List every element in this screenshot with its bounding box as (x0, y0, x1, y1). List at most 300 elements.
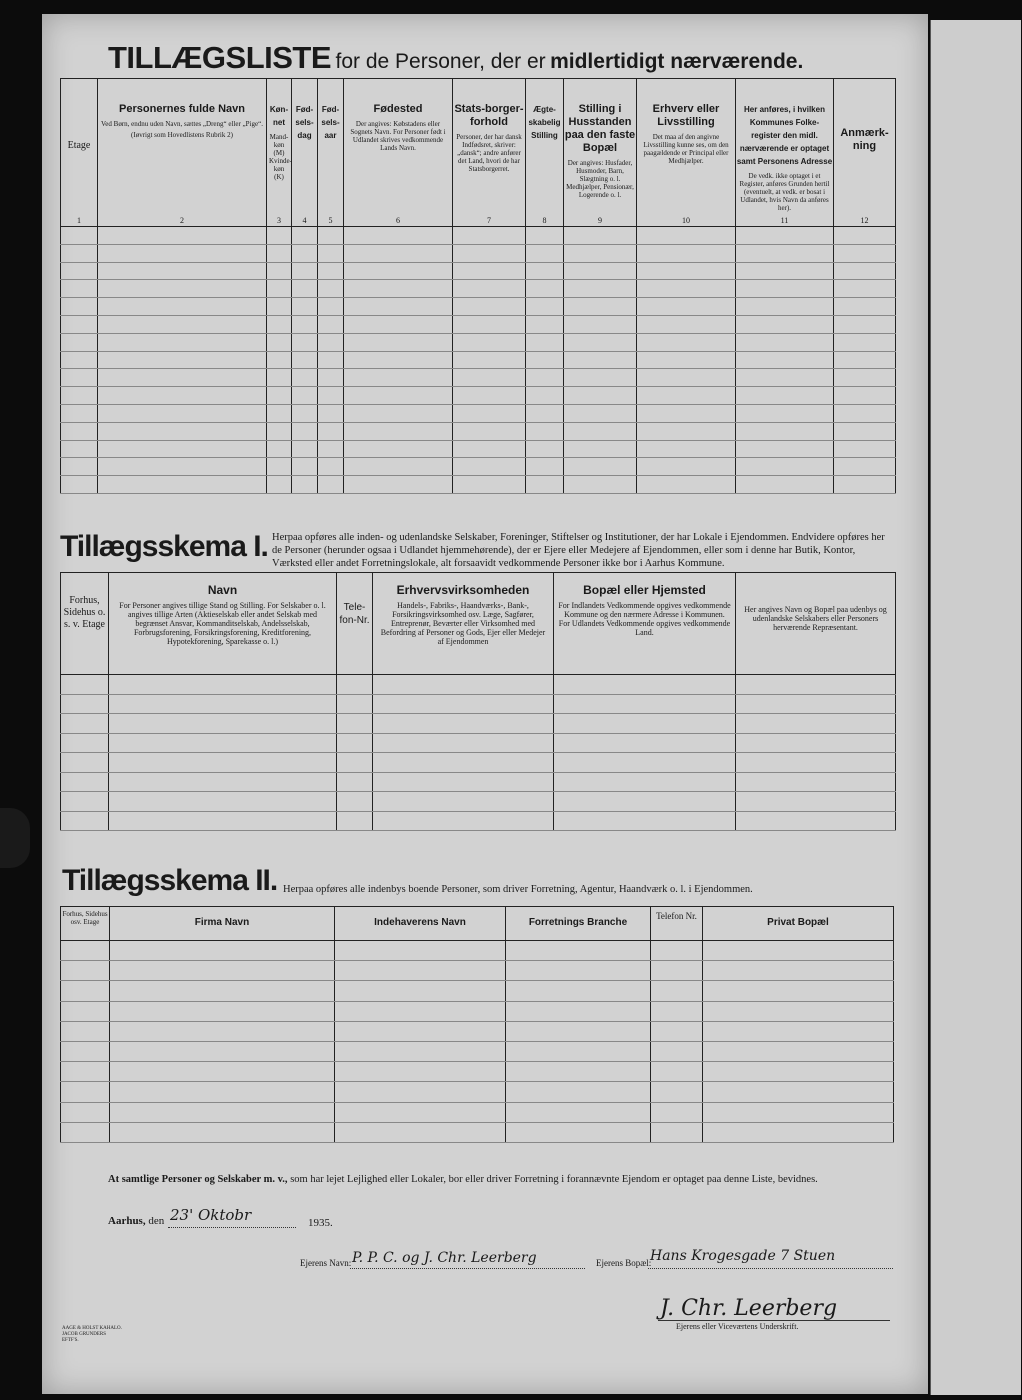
entry-cell[interactable] (453, 440, 526, 458)
entry-cell[interactable] (736, 262, 834, 280)
entry-cell[interactable] (651, 1122, 703, 1142)
entry-cell[interactable] (61, 369, 98, 387)
entry-cell[interactable] (337, 792, 373, 812)
entry-cell[interactable] (98, 333, 267, 351)
entry-cell[interactable] (344, 244, 453, 262)
entry-cell[interactable] (318, 315, 344, 333)
entry-cell[interactable] (344, 404, 453, 422)
entry-cell[interactable] (703, 1001, 894, 1021)
entry-cell[interactable] (335, 1082, 506, 1102)
entry-cell[interactable] (526, 280, 564, 298)
entry-cell[interactable] (110, 981, 335, 1001)
entry-cell[interactable] (61, 458, 98, 476)
entry-cell[interactable] (344, 458, 453, 476)
entry-cell[interactable] (292, 351, 318, 369)
entry-cell[interactable] (736, 351, 834, 369)
entry-cell[interactable] (834, 262, 896, 280)
entry-cell[interactable] (337, 694, 373, 714)
entry-cell[interactable] (506, 961, 651, 981)
entry-cell[interactable] (109, 811, 337, 831)
column-header-5 (318, 79, 344, 227)
entry-cell[interactable] (526, 227, 564, 245)
entry-cell[interactable] (506, 981, 651, 1001)
entry-cell[interactable] (834, 404, 896, 422)
entry-cell[interactable] (292, 440, 318, 458)
entry-cell[interactable] (453, 476, 526, 494)
entry-cell[interactable] (344, 387, 453, 405)
entry-cell[interactable] (373, 733, 554, 753)
entry-cell[interactable] (526, 440, 564, 458)
entry-cell[interactable] (637, 351, 736, 369)
entry-cell[interactable] (292, 369, 318, 387)
entry-cell[interactable] (637, 458, 736, 476)
entry-cell[interactable] (344, 315, 453, 333)
entry-cell[interactable] (651, 981, 703, 1001)
entry-cell[interactable] (267, 422, 292, 440)
entry-cell[interactable] (554, 694, 736, 714)
entry-cell[interactable] (61, 1082, 110, 1102)
entry-cell[interactable] (98, 315, 267, 333)
entry-cell[interactable] (110, 1041, 335, 1061)
entry-cell[interactable] (292, 280, 318, 298)
entry-cell[interactable] (98, 244, 267, 262)
entry-cell[interactable] (564, 298, 637, 316)
entry-cell[interactable] (736, 298, 834, 316)
entry-cell[interactable] (318, 262, 344, 280)
entry-cell[interactable] (344, 440, 453, 458)
entry-cell[interactable] (337, 675, 373, 695)
entry-cell[interactable] (267, 227, 292, 245)
entry-cell[interactable] (651, 941, 703, 961)
entry-cell[interactable] (344, 422, 453, 440)
entry-cell[interactable] (267, 280, 292, 298)
entry-cell[interactable] (564, 387, 637, 405)
entry-cell[interactable] (703, 1102, 894, 1122)
entry-cell[interactable] (267, 315, 292, 333)
entry-cell[interactable] (526, 315, 564, 333)
entry-cell[interactable] (318, 458, 344, 476)
table-row (61, 333, 896, 351)
entry-cell[interactable] (453, 262, 526, 280)
column-header-12 (834, 79, 896, 227)
entry-cell[interactable] (61, 733, 109, 753)
entry-cell[interactable] (61, 440, 98, 458)
entry-cell[interactable] (98, 476, 267, 494)
entry-cell[interactable] (318, 387, 344, 405)
entry-cell[interactable] (109, 694, 337, 714)
entry-cell[interactable] (335, 1102, 506, 1122)
entry-cell[interactable] (554, 675, 736, 695)
entry-cell[interactable] (98, 262, 267, 280)
entry-cell[interactable] (564, 422, 637, 440)
entry-cell[interactable] (292, 476, 318, 494)
entry-cell[interactable] (318, 298, 344, 316)
entry-cell[interactable] (564, 351, 637, 369)
entry-cell[interactable] (61, 772, 109, 792)
entry-cell[interactable] (453, 298, 526, 316)
entry-cell[interactable] (318, 440, 344, 458)
entry-cell[interactable] (554, 733, 736, 753)
entry-cell[interactable] (335, 1062, 506, 1082)
entry-cell[interactable] (61, 333, 98, 351)
entry-cell[interactable] (61, 404, 98, 422)
entry-cell[interactable] (564, 476, 637, 494)
entry-cell[interactable] (98, 227, 267, 245)
entry-cell[interactable] (318, 351, 344, 369)
entry-cell[interactable] (526, 333, 564, 351)
entry-cell[interactable] (61, 387, 98, 405)
entry-cell[interactable] (506, 1001, 651, 1021)
entry-cell[interactable] (526, 476, 564, 494)
entry-cell[interactable] (61, 1102, 110, 1122)
entry-cell[interactable] (337, 714, 373, 734)
entry-cell[interactable] (564, 458, 637, 476)
entry-cell[interactable] (506, 1062, 651, 1082)
entry-cell[interactable] (267, 476, 292, 494)
entry-cell[interactable] (267, 298, 292, 316)
entry-cell[interactable] (526, 351, 564, 369)
entry-cell[interactable] (703, 981, 894, 1001)
entry-cell[interactable] (61, 476, 98, 494)
entry-cell[interactable] (337, 733, 373, 753)
entry-cell[interactable] (736, 772, 896, 792)
entry-cell[interactable] (267, 351, 292, 369)
entry-cell[interactable] (703, 1122, 894, 1142)
entry-cell[interactable] (453, 227, 526, 245)
entry-cell[interactable] (506, 1082, 651, 1102)
entry-cell[interactable] (834, 351, 896, 369)
entry-cell[interactable] (834, 458, 896, 476)
entry-cell[interactable] (651, 1062, 703, 1082)
entry-cell[interactable] (110, 1122, 335, 1142)
entry-cell[interactable] (637, 476, 736, 494)
entry-cell[interactable] (373, 753, 554, 773)
entry-cell[interactable] (506, 1102, 651, 1122)
column-header-1 (61, 79, 98, 227)
entry-cell[interactable] (736, 227, 834, 245)
entry-cell[interactable] (736, 694, 896, 714)
entry-cell[interactable] (453, 404, 526, 422)
entry-cell[interactable] (453, 280, 526, 298)
entry-cell[interactable] (61, 714, 109, 734)
entry-cell[interactable] (564, 315, 637, 333)
schedule-2-header-1 (61, 907, 110, 941)
entry-cell[interactable] (267, 440, 292, 458)
entry-cell[interactable] (61, 811, 109, 831)
entry-cell[interactable] (526, 422, 564, 440)
schedule-2-header-6 (703, 907, 894, 941)
entry-cell[interactable] (61, 1062, 110, 1082)
entry-cell[interactable] (344, 298, 453, 316)
entry-cell[interactable] (526, 387, 564, 405)
entry-cell[interactable] (651, 1082, 703, 1102)
entry-cell[interactable] (703, 1062, 894, 1082)
entry-cell[interactable] (98, 458, 267, 476)
entry-cell[interactable] (335, 1021, 506, 1041)
entry-cell[interactable] (736, 440, 834, 458)
entry-cell[interactable] (526, 262, 564, 280)
entry-cell[interactable] (98, 280, 267, 298)
entry-cell[interactable] (453, 422, 526, 440)
entry-cell[interactable] (637, 244, 736, 262)
entry-cell[interactable] (61, 227, 98, 245)
column-header-title: Køn-net (269, 105, 289, 127)
entry-cell[interactable] (564, 280, 637, 298)
entry-cell[interactable] (344, 351, 453, 369)
entry-cell[interactable] (267, 458, 292, 476)
entry-cell[interactable] (109, 792, 337, 812)
entry-cell[interactable] (637, 315, 736, 333)
entry-cell[interactable] (61, 262, 98, 280)
entry-cell[interactable] (292, 244, 318, 262)
entry-cell[interactable] (834, 280, 896, 298)
entry-cell[interactable] (554, 792, 736, 812)
entry-cell[interactable] (506, 1041, 651, 1061)
entry-cell[interactable] (703, 961, 894, 981)
entry-cell[interactable] (554, 714, 736, 734)
entry-cell[interactable] (651, 1021, 703, 1041)
entry-cell[interactable] (335, 981, 506, 1001)
entry-cell[interactable] (292, 227, 318, 245)
entry-cell[interactable] (834, 476, 896, 494)
entry-cell[interactable] (453, 351, 526, 369)
entry-cell[interactable] (554, 753, 736, 773)
entry-cell[interactable] (564, 440, 637, 458)
entry-cell[interactable] (453, 387, 526, 405)
entry-cell[interactable] (834, 298, 896, 316)
entry-cell[interactable] (61, 1041, 110, 1061)
entry-cell[interactable] (98, 298, 267, 316)
entry-cell[interactable] (267, 387, 292, 405)
entry-cell[interactable] (110, 1062, 335, 1082)
entry-cell[interactable] (292, 315, 318, 333)
entry-cell[interactable] (651, 961, 703, 981)
entry-cell[interactable] (318, 422, 344, 440)
entry-cell[interactable] (318, 227, 344, 245)
entry-cell[interactable] (506, 1021, 651, 1041)
entry-cell[interactable] (61, 1021, 110, 1041)
entry-cell[interactable] (344, 262, 453, 280)
entry-cell[interactable] (373, 714, 554, 734)
entry-cell[interactable] (637, 440, 736, 458)
entry-cell[interactable] (736, 675, 896, 695)
entry-cell[interactable] (526, 298, 564, 316)
column-header-title: Forhus, Sidehus o. s. v. Etage (63, 595, 106, 630)
entry-cell[interactable] (736, 280, 834, 298)
entry-cell[interactable] (98, 422, 267, 440)
entry-cell[interactable] (109, 714, 337, 734)
entry-cell[interactable] (564, 244, 637, 262)
entry-cell[interactable] (564, 262, 637, 280)
entry-cell[interactable] (506, 941, 651, 961)
entry-cell[interactable] (453, 458, 526, 476)
entry-cell[interactable] (651, 1041, 703, 1061)
entry-cell[interactable] (61, 792, 109, 812)
entry-cell[interactable] (637, 227, 736, 245)
entry-cell[interactable] (526, 458, 564, 476)
entry-cell[interactable] (318, 476, 344, 494)
entry-cell[interactable] (564, 404, 637, 422)
entry-cell[interactable] (344, 333, 453, 351)
entry-cell[interactable] (337, 811, 373, 831)
entry-cell[interactable] (61, 1001, 110, 1021)
entry-cell[interactable] (637, 333, 736, 351)
entry-cell[interactable] (506, 1122, 651, 1142)
entry-cell[interactable] (110, 961, 335, 981)
entry-cell[interactable] (373, 792, 554, 812)
entry-cell[interactable] (373, 675, 554, 695)
entry-cell[interactable] (526, 404, 564, 422)
entry-cell[interactable] (736, 476, 834, 494)
entry-cell[interactable] (834, 333, 896, 351)
entry-cell[interactable] (109, 772, 337, 792)
entry-cell[interactable] (344, 227, 453, 245)
entry-cell[interactable] (703, 1041, 894, 1061)
entry-cell[interactable] (335, 1041, 506, 1061)
entry-cell[interactable] (526, 244, 564, 262)
entry-cell[interactable] (736, 387, 834, 405)
entry-cell[interactable] (637, 280, 736, 298)
entry-cell[interactable] (554, 811, 736, 831)
entry-cell[interactable] (834, 440, 896, 458)
entry-cell[interactable] (335, 1001, 506, 1021)
entry-cell[interactable] (736, 714, 896, 734)
entry-cell[interactable] (292, 262, 318, 280)
entry-cell[interactable] (61, 961, 110, 981)
entry-cell[interactable] (373, 772, 554, 792)
entry-cell[interactable] (61, 280, 98, 298)
entry-cell[interactable] (98, 351, 267, 369)
entry-cell[interactable] (637, 387, 736, 405)
entry-cell[interactable] (61, 941, 110, 961)
entry-cell[interactable] (61, 351, 98, 369)
column-header-title: Bopæl eller Hjemsted (583, 583, 706, 597)
entry-cell[interactable] (110, 1082, 335, 1102)
entry-cell[interactable] (292, 387, 318, 405)
entry-cell[interactable] (373, 811, 554, 831)
entry-cell[interactable] (554, 772, 736, 792)
entry-cell[interactable] (61, 315, 98, 333)
entry-cell[interactable] (292, 422, 318, 440)
entry-cell[interactable] (109, 733, 337, 753)
entry-cell[interactable] (267, 369, 292, 387)
entry-cell[interactable] (110, 1102, 335, 1122)
entry-cell[interactable] (292, 404, 318, 422)
entry-cell[interactable] (736, 333, 834, 351)
entry-cell[interactable] (736, 369, 834, 387)
entry-cell[interactable] (110, 941, 335, 961)
entry-cell[interactable] (110, 1021, 335, 1041)
entry-cell[interactable] (834, 315, 896, 333)
entry-cell[interactable] (61, 422, 98, 440)
entry-cell[interactable] (61, 694, 109, 714)
entry-cell[interactable] (109, 753, 337, 773)
entry-cell[interactable] (318, 280, 344, 298)
entry-cell[interactable] (98, 404, 267, 422)
entry-cell[interactable] (335, 941, 506, 961)
entry-cell[interactable] (318, 244, 344, 262)
entry-cell[interactable] (703, 1021, 894, 1041)
entry-cell[interactable] (526, 369, 564, 387)
entry-cell[interactable] (267, 244, 292, 262)
entry-cell[interactable] (564, 227, 637, 245)
entry-cell[interactable] (267, 333, 292, 351)
entry-cell[interactable] (834, 369, 896, 387)
date-line: Aarhus, den (108, 1215, 165, 1227)
entry-cell[interactable] (61, 675, 109, 695)
entry-cell[interactable] (373, 694, 554, 714)
entry-cell[interactable] (736, 315, 834, 333)
entry-cell[interactable] (637, 369, 736, 387)
entry-cell[interactable] (61, 244, 98, 262)
entry-cell[interactable] (736, 792, 896, 812)
entry-cell[interactable] (344, 476, 453, 494)
entry-cell[interactable] (453, 333, 526, 351)
entry-cell[interactable] (834, 227, 896, 245)
entry-cell[interactable] (292, 298, 318, 316)
entry-cell[interactable] (637, 298, 736, 316)
entry-cell[interactable] (292, 333, 318, 351)
entry-cell[interactable] (651, 1102, 703, 1122)
entry-cell[interactable] (834, 244, 896, 262)
entry-cell[interactable] (703, 1082, 894, 1102)
entry-cell[interactable] (736, 244, 834, 262)
entry-cell[interactable] (292, 458, 318, 476)
entry-cell[interactable] (453, 244, 526, 262)
entry-cell[interactable] (834, 422, 896, 440)
entry-cell[interactable] (564, 333, 637, 351)
entry-cell[interactable] (344, 280, 453, 298)
entry-cell[interactable] (736, 753, 896, 773)
entry-cell[interactable] (344, 369, 453, 387)
entry-cell[interactable] (651, 1001, 703, 1021)
entry-cell[interactable] (98, 387, 267, 405)
entry-cell[interactable] (337, 772, 373, 792)
entry-cell[interactable] (267, 262, 292, 280)
entry-cell[interactable] (637, 422, 736, 440)
entry-cell[interactable] (267, 404, 292, 422)
entry-cell[interactable] (110, 1001, 335, 1021)
entry-cell[interactable] (337, 753, 373, 773)
entry-cell[interactable] (637, 262, 736, 280)
entry-cell[interactable] (61, 753, 109, 773)
entry-cell[interactable] (834, 387, 896, 405)
entry-cell[interactable] (318, 404, 344, 422)
entry-cell[interactable] (98, 369, 267, 387)
entry-cell[interactable] (109, 675, 337, 695)
entry-cell[interactable] (98, 440, 267, 458)
entry-cell[interactable] (318, 369, 344, 387)
entry-cell[interactable] (453, 315, 526, 333)
entry-cell[interactable] (61, 298, 98, 316)
entry-cell[interactable] (637, 404, 736, 422)
entry-cell[interactable] (736, 404, 834, 422)
entry-cell[interactable] (318, 333, 344, 351)
entry-cell[interactable] (61, 981, 110, 1001)
entry-cell[interactable] (736, 422, 834, 440)
schedule-1-header-4 (373, 573, 554, 675)
column-number: 1 (77, 216, 81, 225)
entry-cell[interactable] (736, 811, 896, 831)
entry-cell[interactable] (736, 458, 834, 476)
entry-cell[interactable] (453, 369, 526, 387)
entry-cell[interactable] (736, 733, 896, 753)
entry-cell[interactable] (335, 1122, 506, 1142)
entry-cell[interactable] (564, 369, 637, 387)
entry-cell[interactable] (61, 1122, 110, 1142)
entry-cell[interactable] (335, 961, 506, 981)
entry-cell[interactable] (703, 941, 894, 961)
